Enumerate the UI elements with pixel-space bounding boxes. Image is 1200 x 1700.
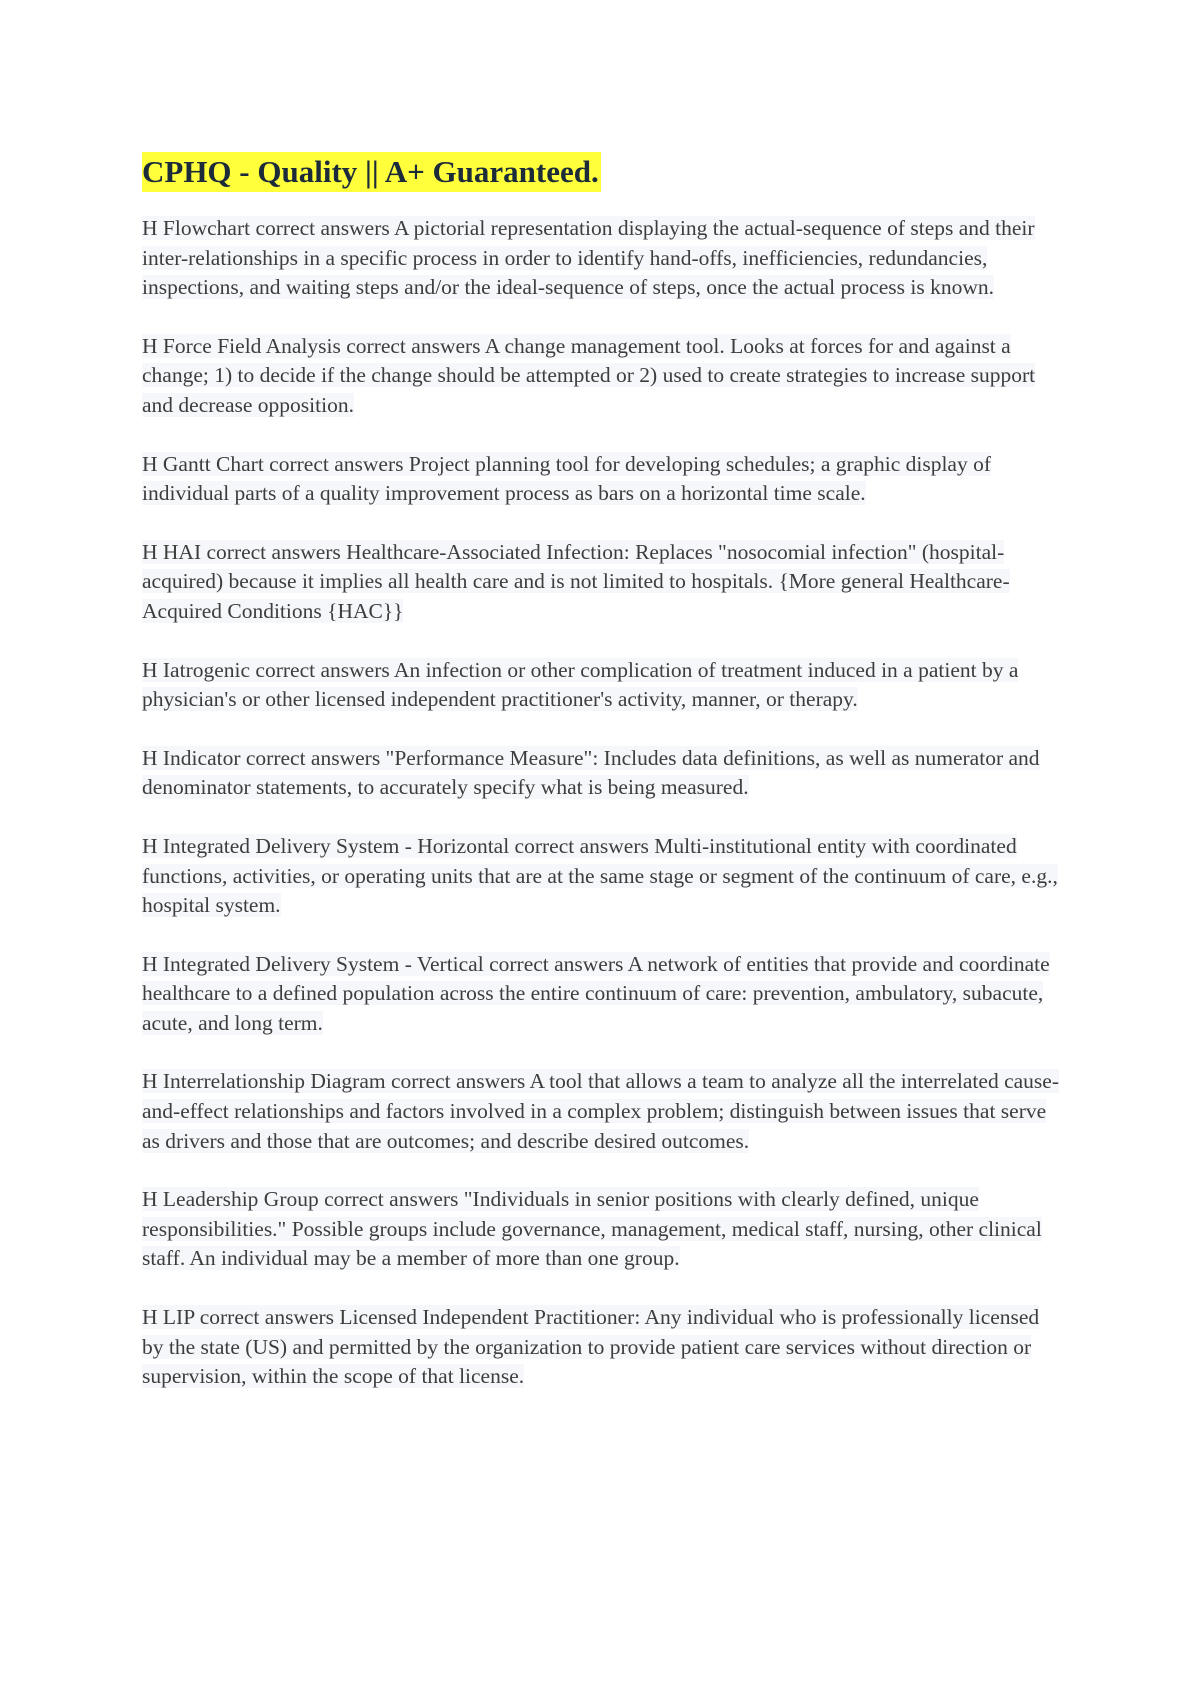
- entry-text: H Force Field Analysis correct answers A change management tool. Looks at forces for and against a change; 1) to decide if the change should be attempted or 2) used to create strategies to increase support and decrease opposition.: [142, 333, 1036, 417]
- entry-text: H Interrelationship Diagram correct answers A tool that allows a team to analyze all the interrelated cause-and-effect relationships and factors involved in a complex problem; distinguish between issues that serve as drivers and those that are outcomes; and describe desired outcomes.: [142, 1069, 1059, 1153]
- entry-leadership-group: [142, 1185, 1062, 1274]
- entry-ids-vertical: [142, 950, 1062, 1039]
- entry-iatrogenic: [142, 656, 1062, 715]
- entry-force-field-analysis: [142, 332, 1062, 421]
- entry-interrelationship-diagram: [142, 1067, 1062, 1156]
- entry-text: H Integrated Delivery System - Horizontal correct answers Multi-institutional entity with coordinated functions, activities, or operating units that are at the same stage or segment of the continuum of care, e.g., hospital system.: [142, 833, 1058, 918]
- entry-text: H Flowchart correct answers A pictorial representation displaying the actual-sequence of steps and their inter-relationships in a specific process in order to identify hand-offs, inefficiencies, redundancies, inspections, and waiting steps and/or the ideal-sequence of steps, once the actual process is known.: [142, 216, 1035, 300]
- entry-ids-horizontal: [142, 832, 1062, 921]
- entry-text: H Gantt Chart correct answers Project planning tool for developing schedules; a graphic display of individual parts of a quality improvement process as bars on a horizontal time scale.: [142, 451, 992, 506]
- entry-flowchart: [142, 214, 1062, 303]
- entry-text: H Indicator correct answers "Performance Measure": Includes data definitions, as well as numerator and denominator statements, to accurately specify what is being measured.: [142, 745, 1040, 800]
- entry-text: H Leadership Group correct answers "Individuals in senior positions with clearly defined, unique responsibilities." Possible groups include governance, management, medical staff, nursing, other clinical staff. An individual may be a member of more than one group.: [142, 1187, 1042, 1271]
- entry-gantt-chart: [142, 450, 1062, 509]
- document-page: [142, 152, 1062, 1421]
- entry-indicator: [142, 744, 1062, 803]
- entry-text: H Iatrogenic correct answers An infection or other complication of treatment induced in a patient by a physician's or other licensed independent practitioner's activity, manner, or therapy.: [142, 657, 1019, 712]
- entry-text: H HAI correct answers Healthcare-Associated Infection: Replaces "nosocomial infection" (hospital-acquired) because it implies all health care and is not limited to hospitals. {More general Healthcare-Acquired Conditions {HAC}}: [142, 539, 1010, 623]
- entry-lip: [142, 1303, 1062, 1392]
- entry-text: H LIP correct answers Licensed Independent Practitioner: Any individual who is professionally licensed by the state (US) and permitted by the organization to provide patient care services without direction or supervision, within the scope of that license.: [142, 1305, 1040, 1389]
- entry-hai: [142, 538, 1062, 627]
- entry-text: H Integrated Delivery System - Vertical correct answers A network of entities that provide and coordinate healthcare to a defined population across the entire continuum of care: prevention, ambulatory, subacute, acute, and long term.: [142, 951, 1050, 1035]
- document-title: CPHQ - Quality || A+ Guaranteed.: [142, 152, 601, 192]
